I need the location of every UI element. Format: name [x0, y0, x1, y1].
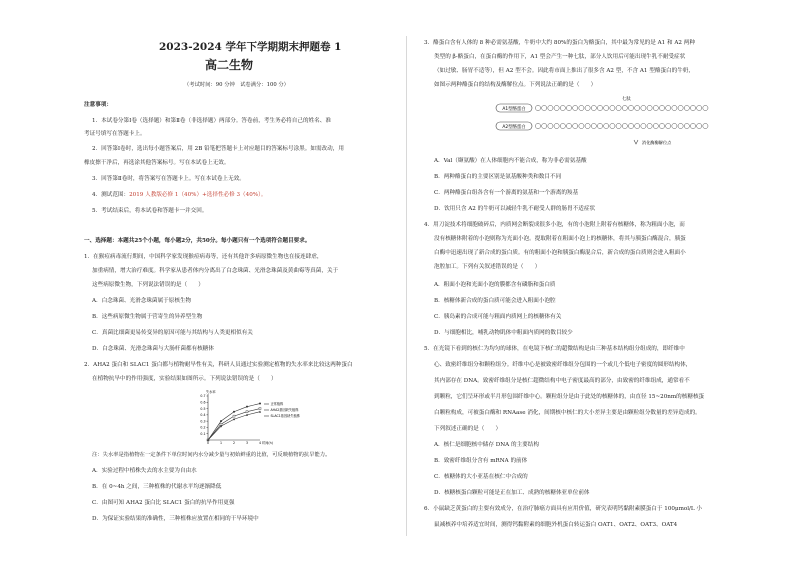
- water-loss-chart: [194, 390, 314, 448]
- data-point: [233, 411, 235, 413]
- y-tick-label: 0.4: [200, 413, 206, 418]
- data-point: [259, 411, 261, 413]
- option-a: A．粗面小泡和光面小泡的膜都含有磷脂和蛋白质: [434, 282, 556, 288]
- note-line: [92, 192, 266, 199]
- amino-acid-bead: [560, 105, 565, 110]
- series-line: [208, 404, 260, 440]
- cleavage-site-icon: [634, 140, 638, 144]
- amino-acid-bead: [666, 123, 671, 128]
- amino-acid-bead: [647, 123, 652, 128]
- amino-acid-bead: [622, 123, 627, 128]
- option-b: B．两种酪蛋白的主要区别是氨基酸种类和数目不同: [434, 174, 562, 180]
- note-line: 5．考试结束后，将本试卷和答题卡一并交回。: [92, 208, 208, 214]
- question-line: 1．在猴痘病毒流行期间，中国科学家发现猴痘病毒等，还有其他许多病原微生物也在接连肆虐，: [84, 254, 323, 260]
- amino-acid-bead: [641, 123, 646, 128]
- x-tick-label: 1: [219, 441, 223, 445]
- legend-label: 正常植株: [270, 402, 284, 407]
- amino-acid-bead: [635, 123, 640, 128]
- amino-acid-bead: [672, 123, 677, 128]
- data-point: [246, 411, 248, 413]
- amino-acid-bead: [653, 123, 658, 128]
- legend-label: AHA2基因缺失植株: [270, 408, 299, 413]
- option-b: B．核糖体新合成的蛋白质可能会进入粗面小泡腔: [434, 298, 556, 304]
- amino-acid-bead: [554, 105, 559, 110]
- amino-acid-bead: [635, 105, 640, 110]
- option-d: D．核糖核蛋白颗粒可能是正在加工、成熟的核糖体亚单位前体: [434, 490, 590, 496]
- amino-acid-bead: [610, 123, 615, 128]
- question-line: 鼠减核养中培养适宜时间，测得钙黏附素的细胞外机蛋白转运蛋白 OAT1、OAT2、OAT3、OAT4: [434, 522, 678, 528]
- y-tick-label: 0.5: [200, 406, 206, 411]
- question-line: 白酶中迅速出现了新合成的蛋白质。有的粗面小泡和胰蛋白酶混合后，新合成的蛋白质则会进入粗面小: [434, 250, 686, 256]
- amino-acid-bead: [610, 105, 615, 110]
- amino-acid-bead: [573, 105, 578, 110]
- amino-acid-bead: [566, 123, 571, 128]
- amino-acid-bead: [604, 105, 609, 110]
- amino-acid-bead: [585, 105, 590, 110]
- amino-acid-bead: [566, 105, 571, 110]
- question-line: （如过敏、肠胃不适等），但 A2 型不会。因此将市面上推出了很多含 A2 型，不含 A1 型酪蛋白的牛奶，: [434, 68, 695, 74]
- amino-acid-bead: [535, 105, 540, 110]
- data-point: [220, 420, 222, 422]
- amino-acid-bead: [666, 105, 671, 110]
- question-line: 加重病情，增大治疗难度。科学家从患者体内分离出了白念珠菌、光滑念珠菌及黄曲霉等真菌，关于: [92, 268, 339, 274]
- amino-acid-bead: [548, 105, 553, 110]
- question-line: 白颗粒构成，可被蛋白酶和 RNAase 消化，间期核中核仁的大小差异主要是由颗粒组分数量的差异造成的。: [434, 410, 701, 416]
- question-line: 泡腔加工。下列有关叙述错误的是（ ）: [434, 264, 541, 270]
- amino-acid-bead: [616, 105, 621, 110]
- data-point: [259, 403, 261, 405]
- series-line: [208, 409, 260, 440]
- amino-acid-bead: [622, 105, 627, 110]
- amino-acid-bead: [604, 123, 609, 128]
- amino-acid-bead: [542, 105, 547, 110]
- option-b: B．这些病原微生物属于营寄生的异养型生物: [92, 314, 203, 320]
- option-b: B．致密纤维组分含有 mRNA 的前体: [434, 458, 528, 464]
- amino-acid-bead: [653, 105, 658, 110]
- note-line: 1．本试卷分第Ⅰ卷（选择题）和第Ⅱ卷（非选择题）两部分。答卷前，考生务必将自己的姓名、准: [92, 118, 331, 124]
- question-line: 4．用刀淀技术将细胞破碎后，内质网会断裂成很多小泡，有的小泡附上附着有核糖体，称为粗面小泡，而: [424, 222, 685, 228]
- x-tick-label: 4: [258, 441, 262, 445]
- a1-label: A1型酪蛋白: [502, 107, 526, 112]
- question-line: 到颗粒，它们呈环形或半月形包围纤维中心。颗粒组分是由于此处的核糖体的，由直径 15~20nm的核糖核蛋: [434, 394, 705, 400]
- notes-heading: 注意事项：: [84, 102, 112, 108]
- cleavage-legend: 消化酶酶解位点: [642, 140, 672, 145]
- amino-acid-bead: [573, 123, 578, 128]
- data-point: [246, 406, 248, 408]
- amino-acid-bead: [591, 105, 596, 110]
- amino-acid-bead: [560, 123, 565, 128]
- subject-title: 高二生物: [205, 58, 254, 72]
- amino-acid-bead: [535, 123, 540, 128]
- amino-acid-bead: [628, 123, 633, 128]
- heptapeptide-label: 七肽: [622, 97, 631, 102]
- amino-acid-bead: [697, 123, 702, 128]
- amino-acid-bead: [678, 105, 683, 110]
- amino-acid-bead: [703, 105, 708, 110]
- amino-acid-bead: [678, 123, 683, 128]
- y-axis-label: 失水率: [206, 390, 216, 394]
- amino-acid-bead: [548, 123, 553, 128]
- a2-label: A2型酪蛋白: [502, 125, 526, 130]
- y-tick-label: 0.1: [200, 431, 206, 436]
- amino-acid-bead: [542, 123, 547, 128]
- amino-acid-bead: [659, 105, 664, 110]
- amino-acid-bead: [684, 105, 689, 110]
- x-axis-label: 时间(h): [262, 441, 273, 445]
- question-line: 如图示两种酪蛋白的结构及酶解位点。下列说法正确的是（ ）: [434, 82, 597, 88]
- question-line: 其内部存在 DNA。致密纤维组分是核仁超微结构中电子密度最高的部分，由致密的纤维组成，通常看不: [434, 378, 690, 384]
- legend-label: SLAC1基因缺失植株: [270, 414, 300, 419]
- amino-acid-bead: [697, 105, 702, 110]
- question-line: 3．酪蛋白含有人体的 8 种必需氨基酸，牛奶中大约 80%的蛋白为酪蛋白，其中最为常见的是 A1 和 A2 两种: [424, 40, 695, 46]
- x-tick-label: 0: [206, 441, 210, 445]
- amino-acid-bead: [579, 105, 584, 110]
- amino-acid-bead: [554, 123, 559, 128]
- chart-note: 注：失水率是指植物在一定条件下单位时间内水分减少量与初始鲜重的比值，可反映植物的抗旱能力。: [92, 452, 331, 458]
- note-line: 考证号填写在答题卡上。: [84, 131, 146, 137]
- scope-value: 2019 人教版必修 1（40%）+选择性必修 3（40%）。: [129, 192, 267, 198]
- amino-acid-bead: [591, 123, 596, 128]
- question-line: 下列叙述正确的是（ ）: [434, 426, 502, 432]
- question-line: 心、致密纤维组分和颗粒组分。纤维中心是被致密纤维组分包围的一个或几个低电子密度的圆形结构体，: [434, 362, 692, 368]
- amino-acid-bead: [690, 105, 695, 110]
- option-a: A．白念珠菌、光滑念珠菌属于原核生物: [92, 298, 192, 304]
- question-line: 6．小鼠缺乏黄蛋白的主要有效成分，在治疗肺癌方面具有应用价值，研究表明钙黏附素膜蛋白于 100μmol/L 小: [424, 506, 703, 512]
- question-line: 没有核糖体附着的小泡则称为光面小泡。提取附着在粗面小泡上的核糖体，将其与胰蛋白酶混合，胰蛋: [434, 236, 686, 242]
- option-c: C．两种酪蛋白组各含有一个游离的氨基和一个游离的羧基: [434, 190, 579, 196]
- amino-acid-bead: [616, 123, 621, 128]
- x-tick-label: 3: [245, 441, 249, 445]
- note-line: 2．回答第Ⅰ卷时，选出每小题答案后，用 2B 铅笔把答题卡上对应题目的答案标号涂黑。如需改动，用: [92, 146, 344, 152]
- question-line: 在植物抗旱中的作用强度，实验结果如图所示。下列说法错误的是（ ）: [92, 376, 277, 382]
- column-divider: [406, 36, 407, 536]
- question-line: 5．在光镜下看到的核仁为均匀的球体，在电镜下核仁的超微结构是由三种基本结构组分组成的，即纤维中: [424, 346, 685, 352]
- option-a: A．实验过程中植株失去的水主要为自由水: [92, 468, 197, 474]
- scope-label: 4．测试范围：: [92, 192, 130, 198]
- option-d: D．为保证实验结果的准确性，三种植株应放置在相同的干旱环境中: [92, 516, 259, 522]
- y-tick-label: 0.7: [200, 394, 206, 399]
- question-line: 这些病原微生物，下列说法错误的是（ ）: [92, 282, 204, 288]
- question-line: 类型的 β-酪蛋白，在蛋白酶的作用下，A1 型会产生一种七肽，部分人饮用后可能出现牛乳不耐受症状: [434, 54, 686, 60]
- option-a: A．Val（缬氨酸）在人体细胞内不能合成，称为非必需氨基酸: [434, 158, 587, 164]
- option-a: A．核仁是细胞核中储存 DNA 的主要结构: [434, 442, 539, 448]
- amino-acid-bead: [597, 105, 602, 110]
- amino-acid-bead: [690, 123, 695, 128]
- exam-title: 2023-2024 学年下学期期末押题卷 1: [159, 41, 342, 53]
- amino-acid-bead: [641, 105, 646, 110]
- amino-acid-bead: [579, 123, 584, 128]
- amino-acid-bead: [628, 105, 633, 110]
- amino-acid-bead: [597, 123, 602, 128]
- option-d: D．饮用只含 A2 的牛奶可以减轻牛乳不耐受人群的肠胃不适症状: [434, 206, 596, 212]
- data-point: [259, 408, 261, 410]
- section-heading: 一、选择题：本题共25个小题，每小题2分，共50分。每小题只有一个选项符合题目要求。: [84, 238, 311, 244]
- question-line: 2．AHA2 蛋白和 SLAC1 蛋白都与植物耐旱性有关，科研人员通过实验测定植物的失水率来比较这两种蛋白: [84, 362, 353, 368]
- note-line: 橡皮擦干净后，再选涂其他答案标号。写在本试卷上无效。: [84, 160, 230, 166]
- y-tick-label: 0.3: [200, 419, 206, 424]
- amino-acid-bead: [684, 123, 689, 128]
- option-c: C．真菌比细菌更易传变异的原因可能与其结构与人类更相似有关: [92, 330, 253, 336]
- exam-info: （考试时间：90 分钟 试卷满分：100 分）: [184, 82, 289, 88]
- option-d: D．白念珠菌、光滑念珠菌与大肠杆菌都有核糖体: [92, 346, 214, 352]
- data-point: [233, 415, 235, 417]
- amino-acid-bead: [585, 123, 590, 128]
- x-tick-label: 2: [232, 441, 236, 445]
- casein-diagram: [494, 94, 724, 152]
- a2-chain: [496, 122, 708, 130]
- amino-acid-bead: [672, 105, 677, 110]
- y-tick-label: 0.2: [200, 425, 206, 430]
- option-c: C．核糖体的大小亚基在核仁中合成的: [434, 474, 528, 480]
- y-tick-label: 0.6: [200, 400, 206, 405]
- option-b: B．在 0~4h 之间，三种植株的代谢水平均逐渐降低: [92, 484, 222, 490]
- option-d: D．与细胞相比，哺乳动物肌体中粗面内质网的数目较少: [434, 330, 573, 336]
- amino-acid-bead: [659, 123, 664, 128]
- amino-acid-bead: [647, 105, 652, 110]
- note-line: 3．回答第Ⅱ卷时，将答案写在答题卡上。写在本试卷上无效。: [92, 176, 245, 182]
- option-c: C．由图可知 AHA2 蛋白比 SLAC1 蛋白的抗旱作用更强: [92, 500, 235, 506]
- a1-chain: [496, 104, 708, 112]
- option-c: C．胰岛素的合成可能与粗面内质网上的核糖体有关: [434, 314, 562, 320]
- amino-acid-bead: [703, 123, 708, 128]
